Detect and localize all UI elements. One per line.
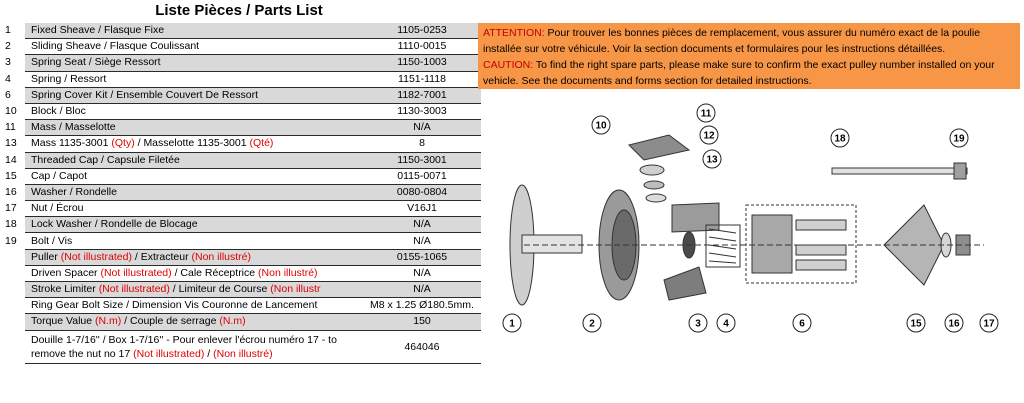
table-row bbox=[2, 55, 481, 71]
part-description: Spring Seat / Siège Ressort bbox=[25, 55, 363, 71]
part-number: 11 bbox=[2, 120, 25, 136]
callout-label: 11 bbox=[700, 108, 712, 120]
table-row bbox=[2, 120, 481, 136]
part-code: 0080-0804 bbox=[363, 184, 481, 200]
part-description: Bolt / Vis bbox=[25, 233, 363, 249]
part-description: Spring Cover Kit / Ensemble Couvert De Ressort bbox=[25, 87, 363, 103]
table-row bbox=[2, 282, 481, 298]
callout-label: 15 bbox=[910, 318, 922, 330]
part-number: 18 bbox=[2, 217, 25, 233]
callout-label: 4 bbox=[723, 318, 729, 330]
part-number: 3 bbox=[2, 55, 25, 71]
table-row bbox=[2, 330, 481, 363]
part-code: N/A bbox=[363, 233, 481, 249]
part-number bbox=[2, 298, 25, 314]
table-row bbox=[2, 23, 481, 39]
part-number: 10 bbox=[2, 103, 25, 119]
part-description: Washer / Rondelle bbox=[25, 184, 363, 200]
table-row bbox=[2, 152, 481, 168]
part-code: 1151-1118 bbox=[363, 71, 481, 87]
part-number: 6 bbox=[2, 87, 25, 103]
callout-label: 10 bbox=[595, 120, 607, 132]
part-description: Torque Value (N.m) / Couple de serrage (N.m) bbox=[25, 314, 363, 330]
part-description: Spring / Ressort bbox=[25, 71, 363, 87]
part-code: 150 bbox=[363, 314, 481, 330]
page-title: Liste Pièces / Parts List bbox=[155, 2, 323, 19]
table-row bbox=[2, 184, 481, 200]
part-number: 14 bbox=[2, 152, 25, 168]
caution-label: CAUTION: bbox=[483, 59, 534, 71]
part-description: Ring Gear Bolt Size / Dimension Vis Couronne de Lancement bbox=[25, 298, 363, 314]
part-code: 464046 bbox=[363, 330, 481, 363]
part-number: 1 bbox=[2, 23, 25, 39]
part-number: 2 bbox=[2, 39, 25, 55]
callout-label: 13 bbox=[706, 154, 718, 166]
part-description: Driven Spacer (Not illustrated) / Cale Réceptrice (Non illustré) bbox=[25, 265, 363, 281]
part-code: 1110-0015 bbox=[363, 39, 481, 55]
part-code: 1182-7001 bbox=[363, 87, 481, 103]
part-code: N/A bbox=[363, 265, 481, 281]
part-number: 13 bbox=[2, 136, 25, 152]
part-description: Douille 1-7/16'' / Box 1-7/16'' - Pour enlever l'écrou numéro 17 - to remove the nut no 17 (Not illustrated) / (Non illustré) bbox=[25, 330, 363, 363]
attention-text: Pour trouver les bonnes pièces de remplacement, vous assurer du numéro exact de la poulie installée sur votre véhicule. Voir la section documents et formulaires pour les instructions détaillées. bbox=[483, 27, 981, 55]
table-row bbox=[2, 314, 481, 330]
callout-label: 1 bbox=[509, 318, 515, 330]
part-code: N/A bbox=[363, 120, 481, 136]
part-description: Puller (Not illustrated) / Extracteur (Non illustré) bbox=[25, 249, 363, 265]
part-code: N/A bbox=[363, 282, 481, 298]
table-row bbox=[2, 201, 481, 217]
parts-table bbox=[2, 23, 481, 364]
table-row bbox=[2, 39, 481, 55]
table-row bbox=[2, 233, 481, 249]
part-code: V16J1 bbox=[363, 201, 481, 217]
part-code: 0115-0071 bbox=[363, 168, 481, 184]
part-description: Cap / Capot bbox=[25, 168, 363, 184]
part-number: 4 bbox=[2, 71, 25, 87]
caution-text: To find the right spare parts, please make sure to confirm the exact pulley number installed on your vehicle. See the documents and forms section for detailed instructions. bbox=[483, 59, 995, 87]
callout-label: 18 bbox=[834, 133, 846, 145]
callout-label: 19 bbox=[953, 133, 965, 145]
attention-label: ATTENTION: bbox=[483, 27, 545, 39]
part-number: 16 bbox=[2, 184, 25, 200]
part-number bbox=[2, 314, 25, 330]
callout-label: 17 bbox=[983, 318, 995, 330]
callout-label: 16 bbox=[948, 318, 960, 330]
part-description: Threaded Cap / Capsule Filetée bbox=[25, 152, 363, 168]
part-number bbox=[2, 265, 25, 281]
part-number: 17 bbox=[2, 201, 25, 217]
part-code: 1130-3003 bbox=[363, 103, 481, 119]
callout-label: 6 bbox=[799, 318, 805, 330]
part-code: 1150-1003 bbox=[363, 55, 481, 71]
part-number: 15 bbox=[2, 168, 25, 184]
part-description: Mass 1135-3001 (Qty) / Masselotte 1135-3001 (Qté) bbox=[25, 136, 363, 152]
part-code: 1105-0253 bbox=[363, 23, 481, 39]
table-row bbox=[2, 249, 481, 265]
part-number bbox=[2, 282, 25, 298]
table-row bbox=[2, 71, 481, 87]
part-code: M8 x 1.25 Ø180.5mm. bbox=[363, 298, 481, 314]
table-row bbox=[2, 217, 481, 233]
diagram-svg bbox=[484, 95, 1020, 385]
table-row bbox=[2, 136, 481, 152]
part-code: N/A bbox=[363, 217, 481, 233]
table-row bbox=[2, 103, 481, 119]
part-code: 8 bbox=[363, 136, 481, 152]
part-code: 0155-1065 bbox=[363, 249, 481, 265]
table-row bbox=[2, 298, 481, 314]
part-code: 1150-3001 bbox=[363, 152, 481, 168]
part-description: Sliding Sheave / Flasque Coulissant bbox=[25, 39, 363, 55]
callout-label: 3 bbox=[695, 318, 701, 330]
part-description: Lock Washer / Rondelle de Blocage bbox=[25, 217, 363, 233]
table-row bbox=[2, 168, 481, 184]
part-number bbox=[2, 249, 25, 265]
exploded-pulley-diagram bbox=[484, 95, 1020, 385]
table-row bbox=[2, 265, 481, 281]
callout-label: 2 bbox=[589, 318, 595, 330]
part-description: Mass / Masselotte bbox=[25, 120, 363, 136]
part-description: Nut / Écrou bbox=[25, 201, 363, 217]
part-number: 19 bbox=[2, 233, 25, 249]
table-row bbox=[2, 87, 481, 103]
part-description: Fixed Sheave / Flasque Fixe bbox=[25, 23, 363, 39]
callout-label: 12 bbox=[703, 130, 715, 142]
part-description: Stroke Limiter (Not illustrated) / Limiteur de Course (Non illustr bbox=[25, 282, 363, 298]
part-number bbox=[2, 330, 25, 363]
part-description: Block / Bloc bbox=[25, 103, 363, 119]
attention-notice bbox=[478, 23, 1020, 89]
